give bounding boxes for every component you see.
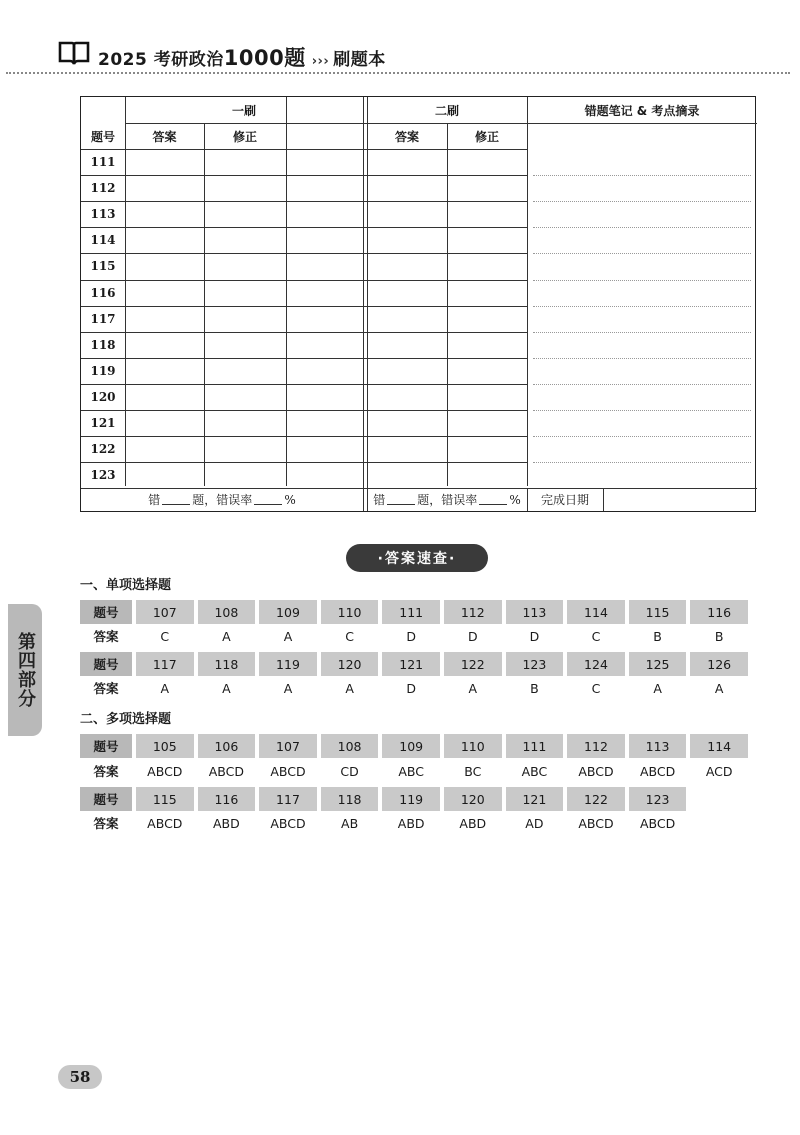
answer-header: 答案 [394, 129, 419, 144]
round2-header: 二刷 [434, 103, 459, 118]
answer-cell: C [591, 628, 601, 644]
notes-line [533, 462, 751, 463]
question-number: 119 [90, 363, 116, 378]
header-row-divider [527, 123, 757, 124]
question-number: 122 [90, 442, 116, 457]
question-number: 115 [90, 259, 116, 274]
answer-cell: A [714, 680, 724, 696]
notes-header: 错题笔记 & 考点摘录 [584, 103, 700, 118]
header-bottom-line [81, 149, 527, 150]
page-number: 58 [58, 1065, 102, 1089]
question-number-cell: 116 [198, 787, 256, 811]
question-number-cell: 114 [690, 734, 748, 758]
row-divider [81, 253, 527, 254]
notes-line [533, 410, 751, 411]
answer-cell: CD [340, 763, 359, 779]
notes-line [533, 201, 751, 202]
question-number: 123 [90, 468, 116, 483]
question-number-cell: 111 [506, 734, 564, 758]
answer-cell: A [160, 680, 170, 696]
question-number-cell: 110 [321, 600, 379, 624]
error-rate-label: 题，错误率 [192, 493, 253, 508]
notes-line [533, 253, 751, 254]
answer-section-title: ·答案速查· [346, 544, 488, 572]
answer-cell: ABD [397, 815, 425, 831]
question-number-cell: 107 [259, 734, 317, 758]
row-divider [81, 358, 527, 359]
answer-cell: BC [464, 763, 482, 779]
round1-summary [81, 488, 363, 511]
single-question-row [80, 652, 756, 676]
answer-cell: D [529, 628, 540, 644]
notes-line [533, 358, 751, 359]
complete-date-label: 完成日期 [540, 493, 589, 508]
question-number: 111 [90, 155, 116, 170]
question-number-cell: 121 [506, 787, 564, 811]
question-number-cell: 117 [259, 787, 317, 811]
question-number-cell: 109 [382, 734, 440, 758]
question-number: 112 [90, 181, 116, 196]
question-number-cell: 115 [629, 600, 687, 624]
answer-cell: ABCD [639, 815, 676, 831]
answer-cell: ABCD [578, 815, 614, 831]
question-number: 120 [90, 389, 116, 404]
header-year: 2025 [98, 50, 148, 70]
answer-header: 答案 [152, 129, 177, 144]
question-number-cell: 119 [382, 787, 440, 811]
answer-cell: ABD [213, 815, 240, 831]
wrong-count-blank[interactable] [162, 494, 190, 505]
question-number-cell: 121 [382, 652, 440, 676]
question-number-cell: 113 [629, 734, 687, 758]
error-rate-blank[interactable] [254, 494, 282, 505]
notes-line [533, 175, 751, 176]
question-number-cell: 113 [506, 600, 564, 624]
question-number-cell: 116 [690, 600, 748, 624]
question-number: 116 [90, 285, 116, 300]
question-label: 题号 [80, 787, 132, 811]
answer-label: 答案 [93, 629, 119, 644]
answer-label: 答案 [93, 681, 119, 696]
row-divider [81, 306, 527, 307]
single-answer-row [80, 624, 756, 648]
header-divider [6, 72, 790, 74]
question-number-cell: 108 [198, 600, 256, 624]
question-number: 118 [90, 337, 116, 352]
practice-tracker-table [80, 96, 756, 512]
row-divider [81, 227, 527, 228]
row-divider [81, 384, 527, 385]
answer-cell: B [653, 628, 662, 644]
question-label: 题号 [80, 652, 132, 676]
header-title-num: 1000 [223, 46, 285, 70]
answer-cell: C [591, 680, 601, 696]
multi-question-row [80, 787, 756, 811]
answer-cell: ABCD [147, 763, 183, 779]
notes-line [533, 280, 751, 281]
header-title-mid: 考研政治 [153, 50, 224, 70]
answer-cell: ABCD [208, 763, 245, 779]
notes-line [533, 436, 751, 437]
question-number-cell: 119 [259, 652, 317, 676]
row-divider [81, 410, 527, 411]
round-divider [363, 97, 364, 511]
answer-cell: B [530, 680, 539, 696]
header-title-end: 题 [284, 46, 306, 70]
round-divider [367, 97, 368, 511]
column-divider [286, 97, 287, 486]
question-number-cell: 122 [444, 652, 502, 676]
answer-cell: ABCD [270, 815, 306, 831]
question-number-cell: 118 [321, 787, 379, 811]
answer-cell: AD [525, 815, 544, 831]
question-number: 114 [90, 233, 116, 248]
row-divider [81, 175, 527, 176]
question-number-cell: 112 [567, 734, 625, 758]
row-divider [81, 201, 527, 202]
fix-header: 修正 [232, 129, 257, 144]
answer-cell: ACD [705, 763, 733, 779]
wrong-count-blank[interactable] [387, 494, 415, 505]
answer-cell: A [222, 680, 231, 696]
answer-cell: ABC [398, 763, 424, 779]
multi-question-row [80, 734, 756, 758]
question-number-cell: 110 [444, 734, 502, 758]
question-number-cell: 105 [136, 734, 194, 758]
notes-line [533, 332, 751, 333]
error-rate-label: 题，错误率 [417, 493, 478, 508]
percent-sign: % [284, 492, 296, 507]
question-label: 题号 [80, 734, 132, 758]
page-header [58, 38, 778, 72]
column-divider [125, 97, 126, 486]
answer-cell: ABCD [578, 763, 614, 779]
answer-cell: A [222, 628, 231, 644]
part-side-tab [8, 604, 42, 736]
answer-cell: ABCD [147, 815, 183, 831]
question-number-cell: 120 [321, 652, 379, 676]
answer-cell: C [345, 628, 354, 644]
answer-cell: A [283, 680, 293, 696]
wrong-label: 错 [373, 493, 386, 508]
question-number-cell: 120 [444, 787, 502, 811]
question-number-cell: 123 [629, 787, 687, 811]
answer-label: 答案 [93, 764, 119, 779]
question-number: 113 [90, 207, 116, 222]
question-number-cell: 112 [444, 600, 502, 624]
question-number-cell: 124 [567, 652, 625, 676]
answer-cell: C [160, 628, 170, 644]
question-number-cell: 118 [198, 652, 256, 676]
answer-cell: D [406, 628, 416, 644]
question-number-cell: 126 [690, 652, 748, 676]
header-title [98, 42, 386, 72]
question-label: 题号 [80, 600, 132, 624]
multi-answer-row [80, 811, 756, 835]
wrong-label: 错 [148, 493, 161, 508]
qnum-header: 题号 [90, 129, 115, 144]
question-number-cell: 114 [567, 600, 625, 624]
question-number-cell: 123 [506, 652, 564, 676]
row-divider [81, 280, 527, 281]
column-divider [603, 488, 604, 511]
answer-label: 答案 [93, 816, 119, 831]
question-number-cell: 106 [198, 734, 256, 758]
multi-choice-title: 二、多项选择题 [80, 712, 172, 727]
question-number-cell: 109 [259, 600, 317, 624]
book-icon [58, 40, 90, 66]
row-divider [81, 462, 527, 463]
single-question-row [80, 600, 756, 624]
answer-cell: A [468, 680, 478, 696]
answer-cell: ABC [521, 763, 548, 779]
question-number-cell: 125 [629, 652, 687, 676]
question-number-cell: 107 [136, 600, 194, 624]
single-answer-row [80, 676, 756, 700]
answer-cell: D [406, 680, 416, 696]
question-number: 117 [90, 311, 116, 326]
header-subtitle: 刷题本 [333, 50, 386, 70]
question-number-cell: 122 [567, 787, 625, 811]
row-divider [81, 332, 527, 333]
answer-cell: A [653, 680, 662, 696]
error-rate-blank[interactable] [479, 494, 507, 505]
round2-summary [367, 488, 527, 511]
answer-cell: ABCD [639, 763, 676, 779]
percent-sign: % [509, 492, 521, 507]
question-number-cell: 117 [136, 652, 194, 676]
question-number: 121 [90, 416, 116, 431]
answer-cell: B [714, 628, 724, 644]
question-number-cell: 111 [382, 600, 440, 624]
answer-cell: ABCD [270, 763, 306, 779]
question-number-cell: 115 [136, 787, 194, 811]
column-divider [527, 97, 528, 486]
answer-cell: A [345, 680, 354, 696]
header-separator: ››› [311, 54, 330, 69]
notes-line [533, 227, 751, 228]
part-side-tab-label: 第四部分 [15, 632, 36, 708]
answer-cell: ABD [459, 815, 487, 831]
notes-line [533, 384, 751, 385]
row-divider [81, 436, 527, 437]
notes-line [533, 306, 751, 307]
answer-cell: D [467, 628, 478, 644]
multi-answer-row [80, 759, 756, 783]
fix-header: 修正 [474, 129, 499, 144]
question-number-cell: 108 [321, 734, 379, 758]
single-choice-title: 一、单项选择题 [80, 578, 172, 593]
round1-header: 一刷 [231, 103, 256, 118]
answer-cell: AB [341, 815, 359, 831]
answer-cell: A [283, 628, 293, 644]
